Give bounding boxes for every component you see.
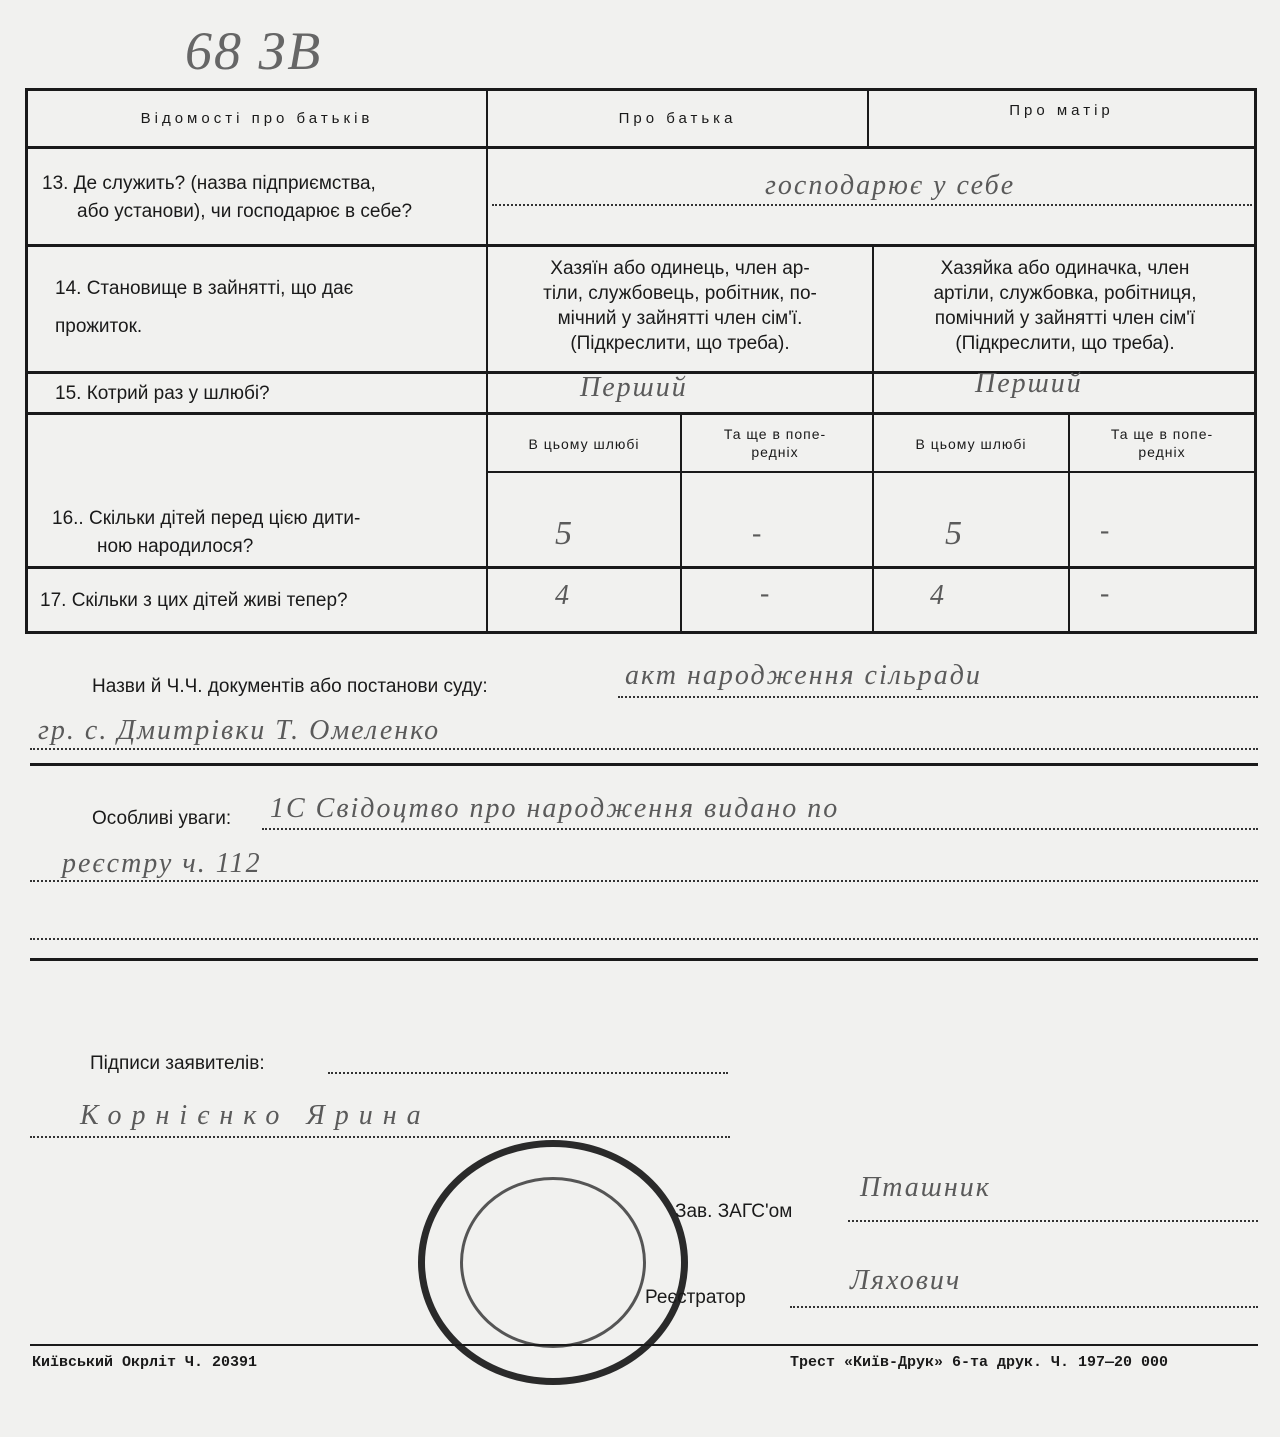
row16-label-line2: ною народилося? bbox=[97, 536, 254, 557]
row15-label: 15. Котрий раз у шлюбі? bbox=[55, 383, 270, 404]
subheader-previous bbox=[682, 425, 868, 461]
row14-label bbox=[55, 275, 353, 341]
notes-line2: реєстру ч. 112 bbox=[62, 848, 262, 879]
signatures-label: Підписи заявителів: bbox=[90, 1053, 265, 1074]
applicant-signature: Корнієнко Ярина bbox=[80, 1100, 431, 1131]
row14-label-line2: прожиток. bbox=[55, 316, 143, 337]
row16-mother-this: 5 bbox=[945, 515, 964, 552]
row17-father-this: 4 bbox=[555, 580, 571, 611]
row15-mother: Перший bbox=[975, 368, 1083, 399]
subheader-previous-mother bbox=[1070, 425, 1254, 461]
zags-signature: Пташник bbox=[860, 1172, 991, 1203]
row16-father-this: 5 bbox=[555, 515, 574, 552]
row13-label bbox=[42, 170, 412, 226]
archive-number: 68 ЗВ bbox=[185, 21, 323, 81]
registrar-signature: Ляхович bbox=[850, 1265, 962, 1296]
header-father: Про батька bbox=[618, 110, 737, 127]
zags-label: Зав. ЗАГС'ом bbox=[675, 1201, 793, 1222]
row14-mother-options bbox=[875, 256, 1255, 356]
subheader-this-marriage-mother: В цьому шлюбі bbox=[915, 436, 1027, 452]
row13-answer: господарює у себе bbox=[765, 170, 1016, 201]
option-line: (Підкреслити, що треба). bbox=[570, 333, 790, 354]
row16-label-line1: 16.. Скільки дітей перед цією дити- bbox=[52, 508, 361, 529]
subheader-line: редніх bbox=[1138, 444, 1186, 460]
footer-right: Трест «Київ-Друк» 6-та друк. Ч. 197—20 000 bbox=[790, 1354, 1169, 1371]
option-line: Хазяйка або одиначка, член bbox=[940, 258, 1190, 279]
option-line: артіли, службовка, робітниця, bbox=[933, 283, 1197, 304]
subheader-line: Та ще в попе- bbox=[1110, 426, 1214, 442]
row13-label-line1: 13. Де служить? (назва підприємства, bbox=[42, 173, 376, 194]
subheader-this-marriage: В цьому шлюбі bbox=[528, 436, 640, 452]
row14-father-options bbox=[490, 256, 870, 356]
option-line: Хазяїн або одинець, член ар- bbox=[550, 258, 810, 279]
row14-label-line1: 14. Становище в зайнятті, що дає bbox=[55, 278, 354, 299]
subheader-line: Та ще в попе- bbox=[723, 426, 827, 442]
footer-left: Київський Окрліт Ч. 20391 bbox=[32, 1354, 258, 1371]
option-line: (Підкреслити, що треба). bbox=[955, 333, 1175, 354]
option-line: тіли, службовець, робітник, по- bbox=[543, 283, 817, 304]
row13-label-line2: або установи), чи господарює в себе? bbox=[77, 201, 413, 222]
option-line: помічний у зайнятті член сім'ї bbox=[934, 308, 1196, 329]
row17-mother-prev: - bbox=[1100, 578, 1112, 609]
row16-father-prev: - bbox=[752, 518, 764, 549]
official-seal bbox=[418, 1140, 688, 1385]
option-line: мічний у зайнятті член сім'ї. bbox=[557, 308, 803, 329]
documents-line1: акт народження сільради bbox=[625, 660, 982, 691]
row16-mother-prev: - bbox=[1100, 515, 1112, 546]
header-mother: Про матір bbox=[1009, 102, 1114, 119]
header-parents-info: Відомості про батьків bbox=[140, 110, 374, 127]
registrar-label: Реєстратор bbox=[645, 1287, 746, 1308]
subheader-line: редніх bbox=[751, 444, 799, 460]
row17-mother-this: 4 bbox=[930, 580, 946, 611]
notes-line1: 1С Свідоцтво про народження видано по bbox=[270, 793, 840, 824]
row17-father-prev: - bbox=[760, 578, 772, 609]
row15-father: Перший bbox=[580, 372, 688, 403]
row16-label bbox=[52, 505, 360, 561]
row17-label: 17. Скільки з цих дітей живі тепер? bbox=[40, 590, 348, 611]
documents-line2: гр. с. Дмитрівки Т. Омеленко bbox=[38, 715, 441, 746]
documents-label: Назви й Ч.Ч. документів або постанови суду: bbox=[92, 676, 488, 697]
notes-label: Особливі уваги: bbox=[92, 808, 232, 829]
